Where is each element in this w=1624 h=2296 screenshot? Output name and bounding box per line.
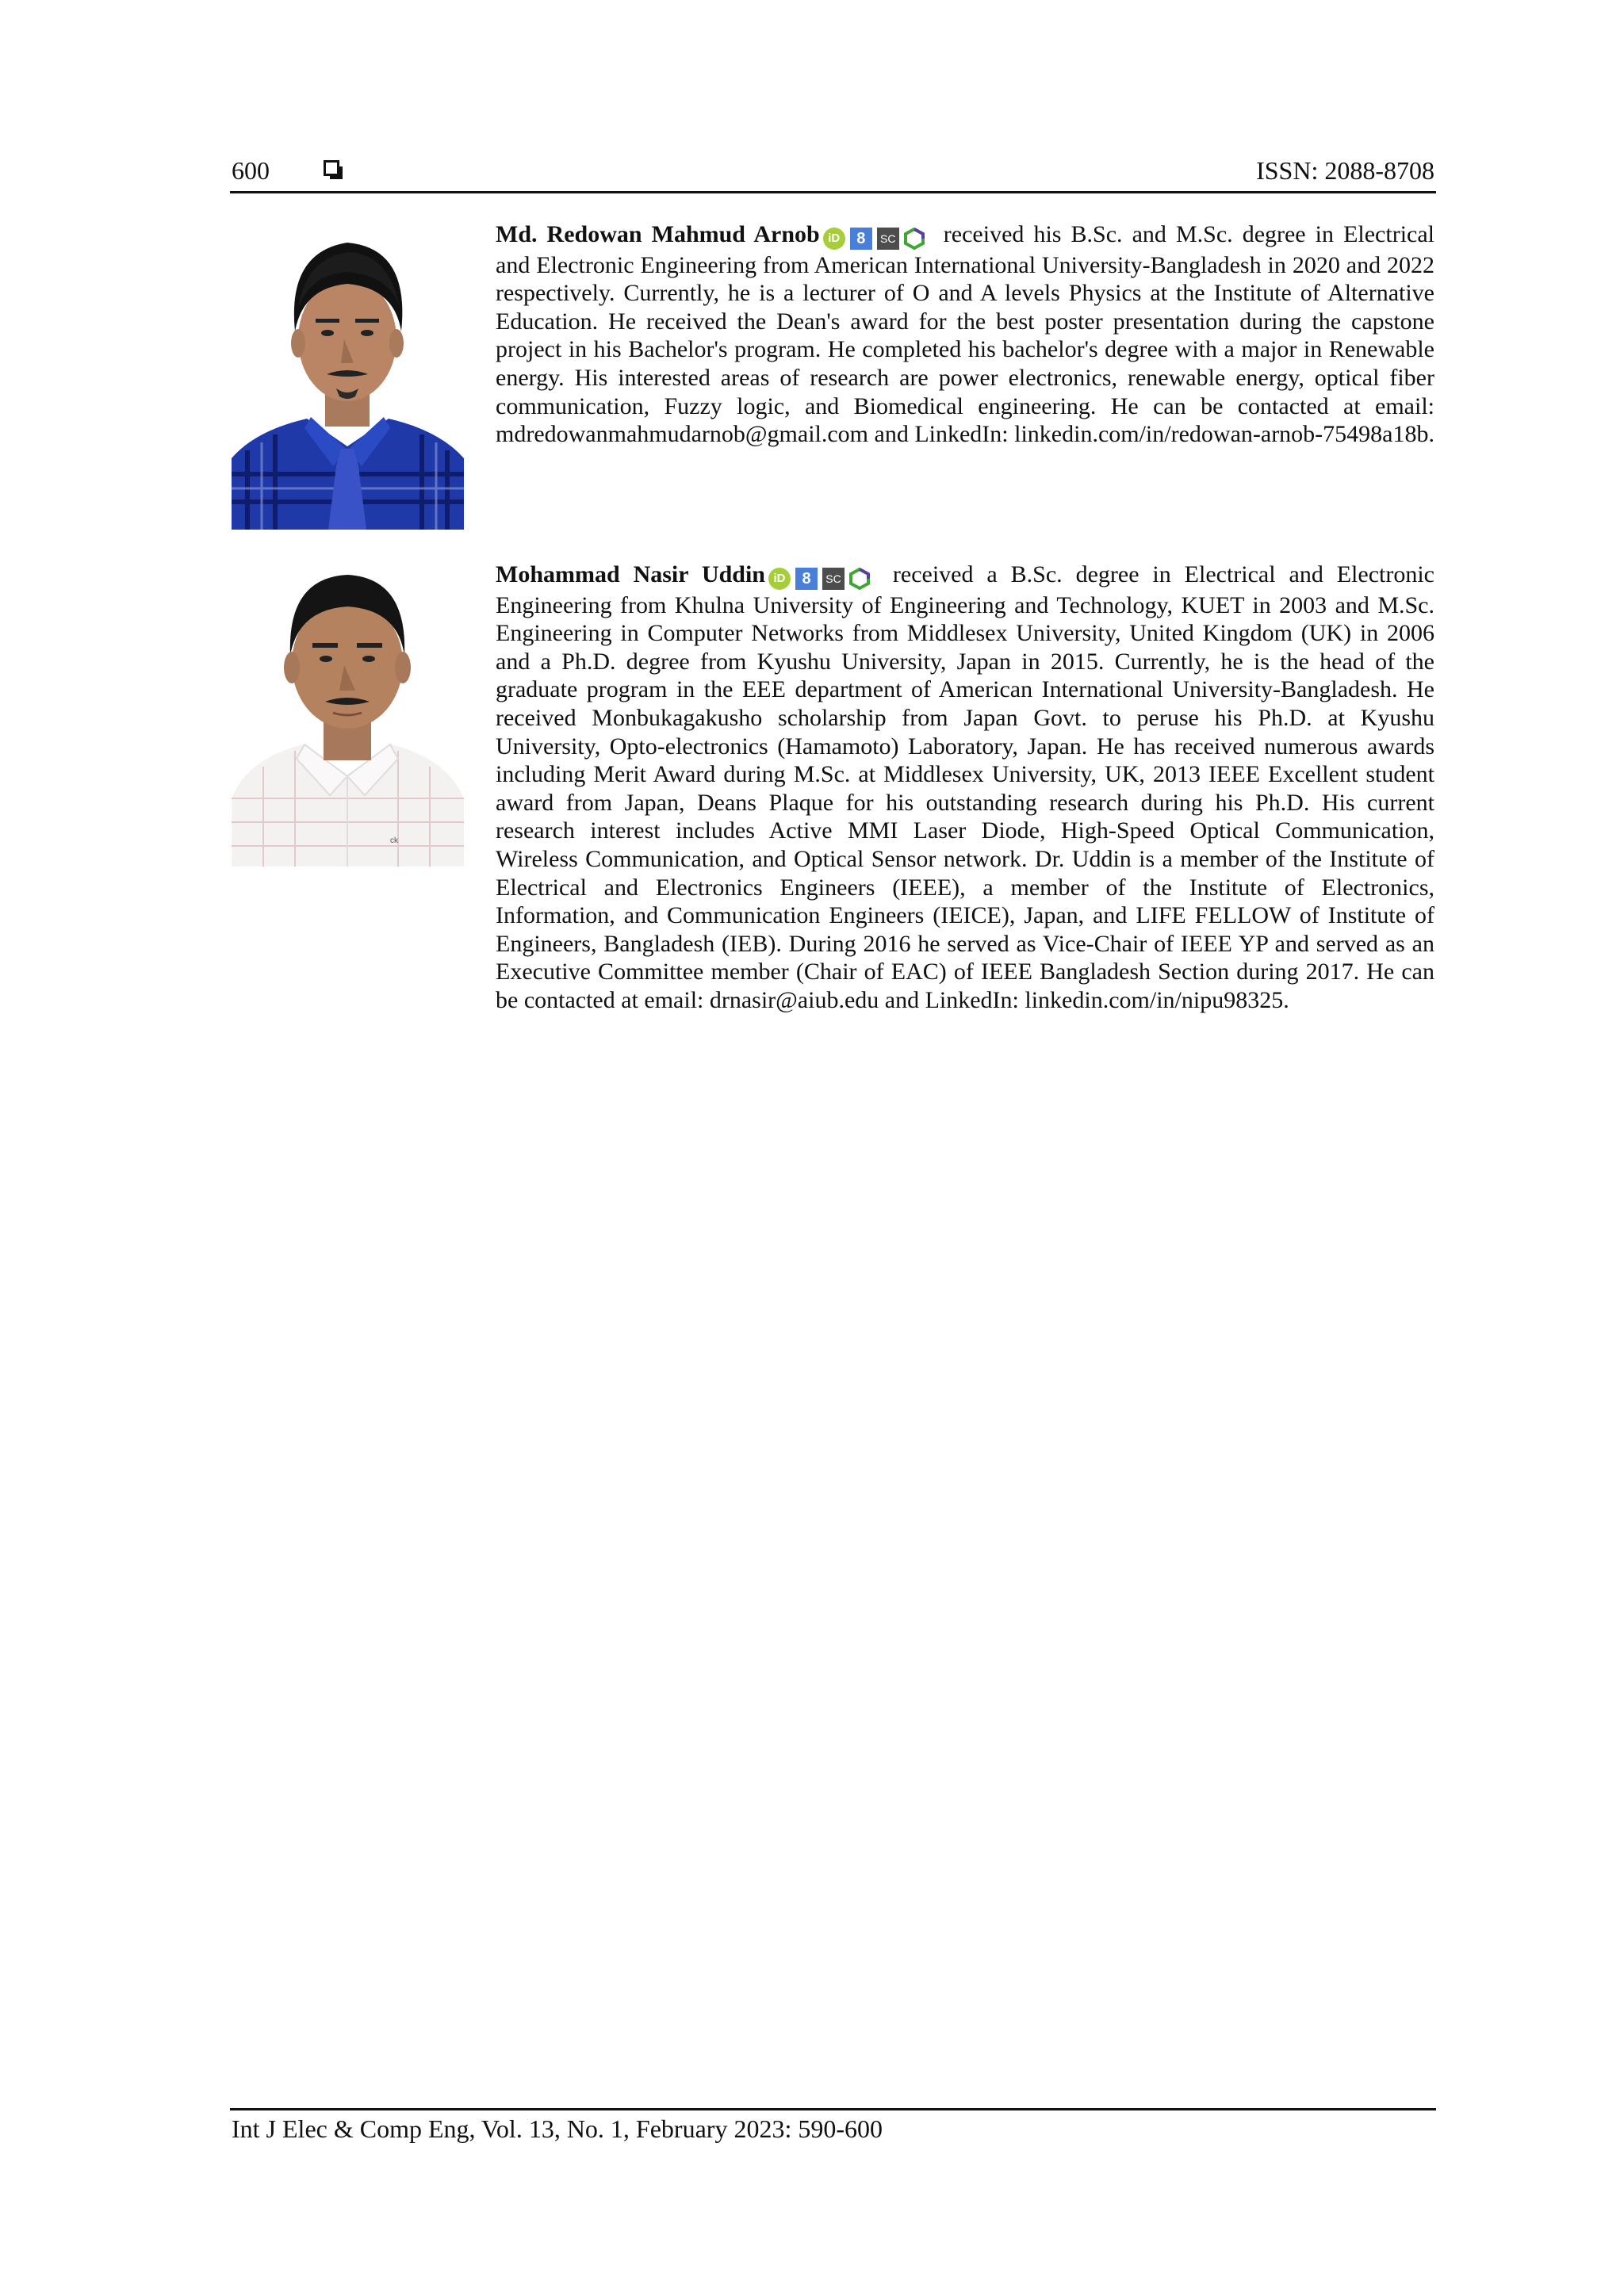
page-header xyxy=(232,152,1434,189)
page-number: 600 xyxy=(232,156,270,185)
svg-text:ck: ck xyxy=(390,836,398,845)
publons-icon[interactable] xyxy=(849,568,870,590)
author-name-1: Md. Redowan Mahmud Arnob xyxy=(496,221,820,247)
author-bio-body-1: received his B.Sc. and M.Sc. degree in Electrical and Electronic Engineering from American International University-Bangladesh in 2020 and 2022 respectively. Currently, he is a lecturer of O and A levels Physics at the Institute of Alternative Education. He received the Dean's award for the best poster presentation during the capstone project in his Bachelor's program. He completed his bachelor's degree with a major in Renewable energy. His interested areas of research are power electronics, renewable energy, optical fiber communication, Fuzzy logic, and Biomedical engineering. He can be contacted at email: mdredowanmahmudarnob@gmail.com and LinkedIn: linkedin.com/in/redowan-arnob-75498a18b. xyxy=(496,221,1434,448)
google-scholar-icon[interactable]: 8 xyxy=(795,568,818,590)
author-bio-2 xyxy=(232,561,1434,1052)
author-profile-icons-1 xyxy=(823,223,929,251)
issn-label: ISSN: 2088-8708 xyxy=(1256,156,1434,185)
author-photo-2 xyxy=(232,561,464,867)
author-bio-text-2 xyxy=(496,561,1434,1015)
orcid-icon[interactable]: iD xyxy=(823,228,845,250)
author-bio-1 xyxy=(232,220,1434,530)
author-name-2: Mohammad Nasir Uddin xyxy=(496,561,765,587)
scopus-icon[interactable]: SC xyxy=(877,228,899,250)
author-profile-icons-2 xyxy=(768,563,875,591)
box-bullet-icon xyxy=(324,160,339,176)
orcid-icon[interactable]: iD xyxy=(768,568,791,590)
author-bio-body-2: received a B.Sc. degree in Electrical and Electronic Engineering from Khulna University of Engineering and Technology, KUET in 2003 and M.Sc. Engineering in Computer Networks from Middlesex University, United Kingdom (UK) in 2006 and a Ph.D. degree from Kyushu University, Japan in 2015. Currently, he is the head of the graduate program in the EEE department of American International University-Bangladesh. He received Monbukagakusho scholarship from Japan Govt. to peruse his Ph.D. at Kyushu University, Opto-electronics (Hamamoto) Laboratory, Japan. He has received numerous awards including Merit Award during M.Sc. at Middlesex University, UK, 2013 IEEE Excellent student award from Japan, Deans Plaque for his outstanding research during his Ph.D. His current research interest includes Active MMI Laser Diode, High-Speed Optical Communication, Wireless Communication, and Optical Sensor network. Dr. Uddin is a member of the Institute of Electrical and Electronics Engineers (IEEE), a member of the Institute of Electronics, Information, and Communication Engineers (IEICE), Japan, and LIFE FELLOW of Institute of Engineers, Bangladesh (IEB). During 2016 he served as Vice-Chair of IEEE YP and served as an Executive Committee member (Chair of EAC) of IEEE Bangladesh Section during 2017. He can be contacted at email: drnasir@aiub.edu and LinkedIn: linkedin.com/in/nipu98325. xyxy=(496,561,1434,1013)
header-rule xyxy=(230,191,1436,193)
footer-citation: Int J Elec & Comp Eng, Vol. 13, No. 1, February 2023: 590-600 xyxy=(232,2114,883,2143)
author-photo-1 xyxy=(232,220,464,530)
publons-icon[interactable] xyxy=(904,228,925,250)
scopus-icon[interactable]: SC xyxy=(822,568,845,590)
google-scholar-icon[interactable]: 8 xyxy=(850,228,872,250)
author-bio-text-1 xyxy=(496,220,1434,449)
